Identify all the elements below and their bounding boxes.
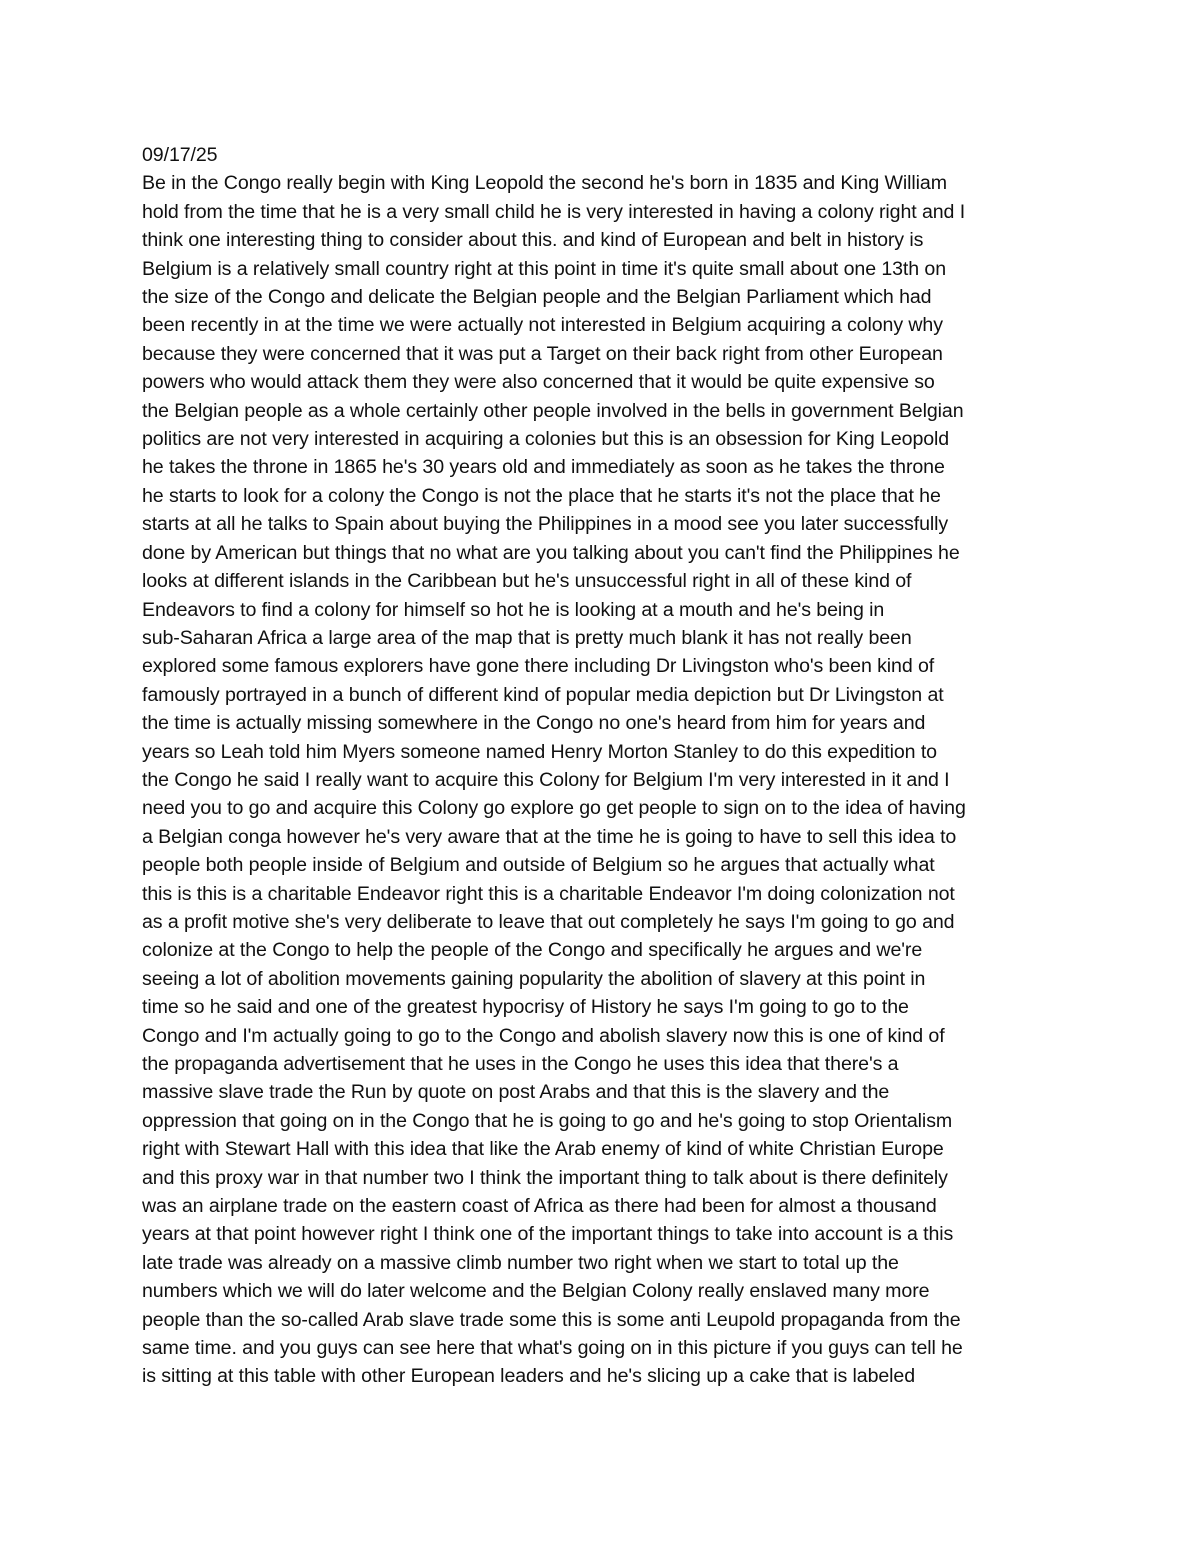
text-line: seeing a lot of abolition movements gaining popularity the abolition of slavery at this point in (142, 967, 926, 990)
text-line: think one interesting thing to consider about this. and kind of European and belt in history is (142, 229, 924, 252)
text-line: years at that point however right I think one of the important things to take into account is a this (142, 1223, 954, 1246)
text-line: the Congo he said I really want to acquire this Colony for Belgium I'm very interested in it and I (142, 768, 950, 791)
document-date: 09/17/25 (142, 144, 218, 166)
text-line: done by American but things that no what are you talking about you can't find the Philippines he (142, 541, 960, 564)
text-line: powers who would attack them they were also concerned that it would be quite expensive so (142, 371, 935, 394)
text-line: Endeavors to find a colony for himself so hot he is looking at a mouth and he's being in (142, 598, 885, 621)
text-line: late trade was already on a massive climb number two right when we start to total up the (142, 1251, 899, 1274)
text-line: Belgium is a relatively small country right at this point in time it's quite small about one 13th on (142, 257, 947, 280)
text-line: the time is actually missing somewhere in the Congo no one's heard from him for years and (142, 712, 926, 735)
text-line: same time. and you guys can see here that what's going on in this picture if you guys can tell he (142, 1337, 963, 1360)
text-line: people both people inside of Belgium and outside of Belgium so he argues that actually what (142, 854, 935, 877)
text-line: he takes the throne in 1865 he's 30 years old and immediately as soon as he takes the throne (142, 456, 945, 479)
text-line: need you to go and acquire this Colony go explore go get people to sign on to the idea of having (142, 797, 966, 820)
text-line: sub-Saharan Africa a large area of the map that is pretty much blank it has not really been (142, 626, 912, 649)
text-line: starts at all he talks to Spain about buying the Philippines in a mood see you later successfully (142, 513, 949, 536)
text-line: Be in the Congo really begin with King Leopold the second he's born in 1835 and King William (142, 172, 947, 195)
text-line: as a profit motive she's very deliberate to leave that out completely he says I'm going to go and (142, 910, 955, 933)
text-line: Congo and I'm actually going to go to the Congo and abolish slavery now this is one of kind of (142, 1024, 945, 1047)
text-line: explored some famous explorers have gone there including Dr Livingston who's been kind of (142, 655, 935, 678)
text-line: this is this is a charitable Endeavor right this is a charitable Endeavor I'm doing colonization not (142, 882, 955, 905)
text-line: oppression that going on in the Congo that he is going to go and he's going to stop Orientalism (142, 1109, 953, 1132)
text-line: politics are not very interested in acquiring a colonies but this is an obsession for King Leopold (142, 428, 950, 451)
text-line: and this proxy war in that number two I think the important thing to talk about is there definitely (142, 1166, 948, 1189)
text-line: he starts to look for a colony the Congo is not the place that he starts it's not the place that he (142, 484, 941, 507)
text-line: been recently in at the time we were actually not interested in Belgium acquiring a colony why (142, 314, 943, 337)
document-body (142, 141, 1072, 1391)
text-line: right with Stewart Hall with this idea that like the Arab enemy of kind of white Christian Europe (142, 1138, 944, 1161)
text-line: looks at different islands in the Caribbean but he's unsuccessful right in all of these kind of (142, 570, 912, 593)
text-line: colonize at the Congo to help the people of the Congo and specifically he argues and we're (142, 939, 923, 962)
text-line: the size of the Congo and delicate the Belgian people and the Belgian Parliament which had (142, 286, 932, 309)
text-line: famously portrayed in a bunch of different kind of popular media depiction but Dr Livingston at (142, 683, 944, 706)
text-line: massive slave trade the Run by quote on post Arabs and that this is the slavery and the (142, 1081, 890, 1104)
text-line: years so Leah told him Myers someone named Henry Morton Stanley to do this expedition to (142, 740, 937, 763)
text-line: because they were concerned that it was put a Target on their back right from other European (142, 342, 943, 365)
text-line: is sitting at this table with other European leaders and he's slicing up a cake that is labeled (142, 1365, 916, 1388)
text-line: a Belgian conga however he's very aware that at the time he is going to have to sell this idea to (142, 825, 957, 848)
text-line: was an airplane trade on the eastern coast of Africa as there had been for almost a thousand (142, 1195, 937, 1218)
text-line: hold from the time that he is a very small child he is very interested in having a colony right and I (142, 200, 966, 223)
text-line: the propaganda advertisement that he uses in the Congo he uses this idea that there's a (142, 1053, 899, 1075)
text-line: time so he said and one of the greatest hypocrisy of History he says I'm going to go to the (142, 996, 909, 1019)
text-line: people than the so-called Arab slave trade some this is some anti Leupold propaganda from the (142, 1308, 961, 1331)
text-line: numbers which we will do later welcome and the Belgian Colony really enslaved many more (142, 1280, 930, 1303)
text-line: the Belgian people as a whole certainly other people involved in the bells in government Belgian (142, 399, 964, 422)
